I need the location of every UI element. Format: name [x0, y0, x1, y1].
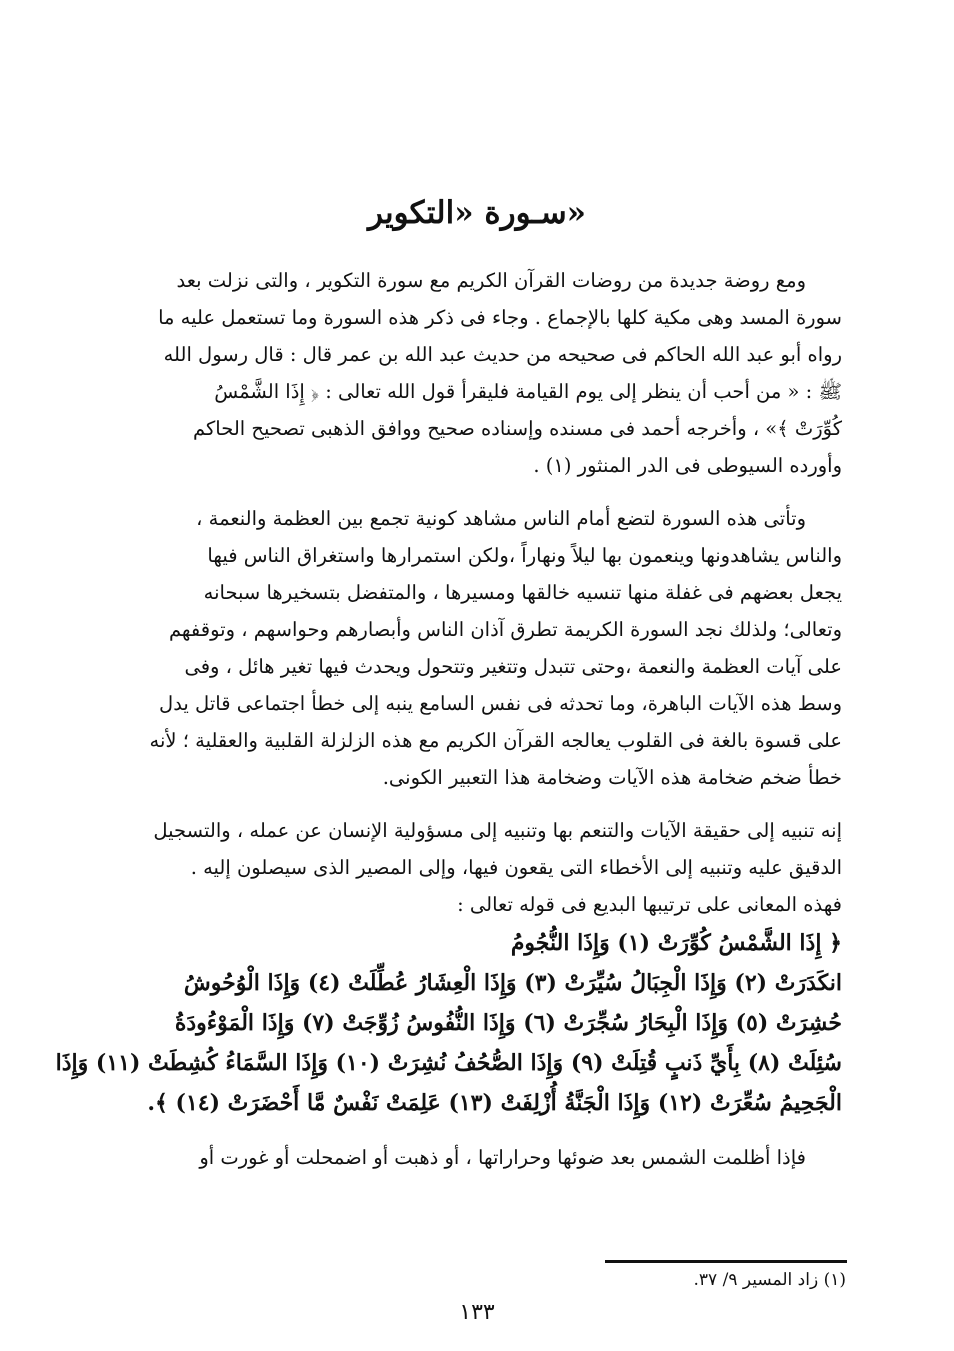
verse-line: سُئِلَتْ (٨) بِأَيِّ ذَنبٍ قُتِلَتْ (٩) وَإِذَا الصُّحُفُ نُشِرَتْ (١٠) وَإِذَا السَّمَاءُ كُشِطَتْ (١١) وَإِذَا [55, 1050, 842, 1076]
text-line: رواه أبو عبد الله الحاكم فى صحيحه من حديث عبد الله بن عمر قال : قال رسول الله [163, 343, 842, 366]
paragraph-3 [55, 812, 842, 1123]
text-line: يجعل بعضهم فى غفلة منها تنسيه خالقها ومسيرها ، والمتفضل بتسخيرها سبحانه [203, 581, 842, 604]
text-line: فإذا أظلمت الشمس بعد ضوئها وحراراتها ، أو ذهبت أو اضمحلت أو غورت أو [199, 1146, 806, 1169]
text-line: فهذه المعانى على ترتيبها البديع فى قوله تعالى : [457, 893, 842, 916]
text-line: سورة المسد وهى مكية كلها بالإجماع . وجاء فى ذكر هذه السورة وما تستعمل عليه ما [158, 306, 842, 329]
paragraph-2 [107, 500, 842, 796]
text-line: والناس يشاهدونها وينعمون بها ليلاً ونهاراً ،ولكن استمرارها واستغراق الناس فيها [207, 544, 842, 567]
paragraph-4 [107, 1139, 842, 1176]
text-line: وتعالى؛ ولذلك نجد السورة الكريمة تطرق آذان الناس وأبصارهم وحواسهم ، وتوقفهم [168, 618, 842, 641]
verse-line: الْجَحِيمُ سُعِّرَتْ (١٢) وَإِذَا الْجَنَّةُ أُزْلِفَتْ (١٣) عَلِمَتْ نَفْسٌ مَّا أَحْضَرَتْ (١٤) ﴾. [147, 1090, 842, 1116]
text-line: إنه تنبيه إلى حقيقة الآيات والتنعم بها وتنبيه إلى مسؤولية الإنسان عن عمله ، والتسجيل [153, 819, 842, 842]
verse-line: ﴿ إِذَا الشَّمْسُ كُوِّرَتْ (١) وَإِذَا النُّجُومُ [510, 930, 842, 956]
text-line: ومع روضة جديدة من روضات القرآن الكريم مع سورة التكوير ، والتى نزلت بعد [176, 269, 806, 292]
text-line: الدقيق عليه وتنبيه إلى الأخطاء التى يقعون فيها، وإلى المصير الذى سيصلون إليه . [190, 856, 842, 879]
paragraph-1 [107, 262, 842, 484]
text-line: وسط هذه الآيات الباهرة، وما تحدثه فى نفس السامع ينبه إلى خطأ اجتماعى قاتل يدل [159, 692, 842, 715]
page-number: ١٣٣ [459, 1300, 495, 1325]
text-line: على آيات العظمة والنعمة ،وحتى تتبدل وتتغير وتتحول ويحدث فيها تغير هائل ، وفى [184, 655, 842, 678]
verse-line: انكَدَرَتْ (٢) وَإِذَا الْجِبَالُ سُيِّرَتْ (٣) وَإِذَا الْعِشَارُ عُطِّلَتْ (٤) وَإِذَا الْوُحُوشُ [183, 970, 842, 996]
text-line: ﷺ : « من أحب أن ينظر إلى يوم القيامة فليقرأ قول الله تعالى : ﴿ إِذَا الشَّمْسُ [214, 380, 842, 403]
footnote-divider [605, 1260, 847, 1263]
verse-line: حُشِرَتْ (٥) وَإِذَا الْبِحَارُ سُجِّرَتْ (٦) وَإِذَا النُّفُوسُ زُوِّجَتْ (٧) وَإِذَا الْمَوْءُودَةُ [174, 1010, 842, 1036]
text-line: خطأ ضخم ضخامة هذه الآيات وضخامة هذا التعبير الكونى. [382, 766, 842, 789]
text-line: وتأتى هذه السورة لتضع أمام الناس مشاهد كونية تجمع بين العظمة والنعمة ، [196, 507, 806, 530]
chapter-title: سـورة «التكوير» [367, 195, 587, 231]
text-line: كُوِّرَتْ ﴾» ، وأخرجه أحمد فى مسنده وإسناده صحيح ووافق الذهبى تصحيح الحاكم [193, 417, 842, 440]
text-line: وأورده السيوطى فى الدر المنثور (١) . [533, 454, 842, 477]
text-line: على قسوة بالغة فى القلوب يعالجه القرآن الكريم مع هذه الزلزلة القلبية والعقلية ؛ لأنه [149, 729, 842, 752]
footnote: (١) زاد المسير ٩/ ٣٧. [693, 1270, 846, 1290]
quran-verses [55, 923, 842, 1123]
body-text [55, 262, 842, 1176]
